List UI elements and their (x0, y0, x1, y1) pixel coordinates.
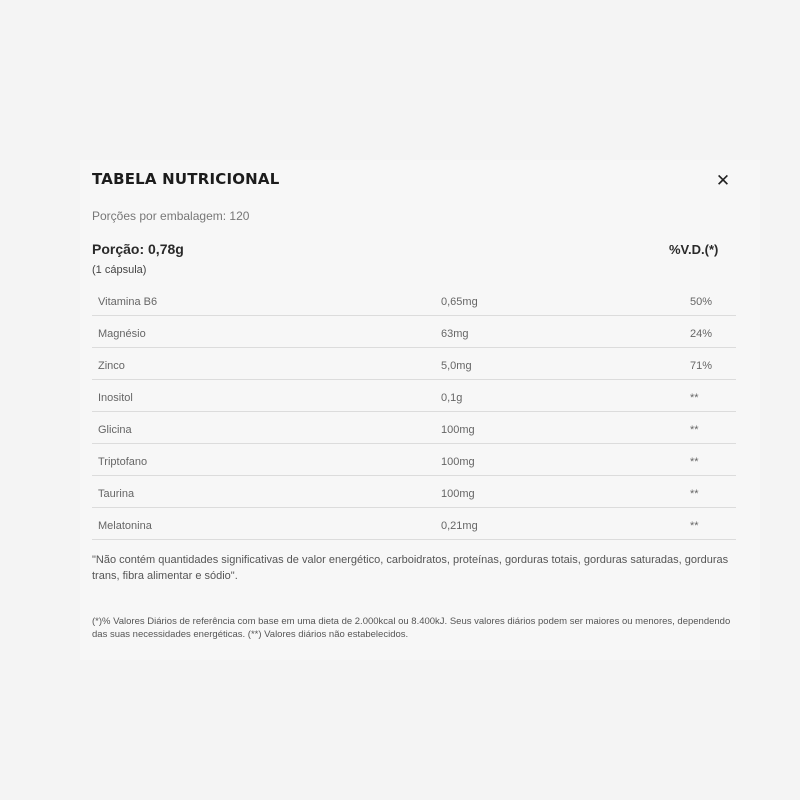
nutrient-amount: 63mg (441, 328, 469, 340)
modal-title: TABELA NUTRICIONAL (92, 170, 280, 188)
nutrient-name: Glicina (98, 424, 132, 436)
nutrient-name: Taurina (98, 488, 135, 500)
nutrient-vd: ** (690, 488, 699, 500)
nutrient-amount: 100mg (441, 424, 475, 436)
nutrient-vd: ** (690, 392, 699, 404)
nutrition-modal (80, 160, 760, 660)
disclaimer-note: "Não contém quantidades significativas de valor energético, carboidratos, proteínas, gorduras totais, gorduras saturadas, gorduras trans, fibra alimentar e sódio". (92, 554, 729, 582)
table-row (92, 380, 736, 412)
table-row (92, 444, 736, 476)
nutrient-amount: 0,1g (441, 392, 463, 404)
nutrient-vd: 71% (690, 360, 713, 372)
nutrient-vd: ** (690, 456, 699, 468)
portion-size: Porção: 0,78g (92, 241, 184, 257)
table-row (92, 412, 736, 444)
vd-header: %V.D.(*) (669, 242, 719, 257)
nutrient-name: Magnésio (98, 328, 146, 340)
nutrient-vd: 24% (690, 328, 713, 340)
table-row (92, 348, 736, 380)
nutrient-name: Melatonina (98, 520, 152, 532)
close-icon[interactable]: ✕ (715, 171, 731, 190)
table-row (92, 284, 736, 316)
nutrient-name: Zinco (98, 360, 125, 372)
portions-per-package: Porções por embalagem: 120 (92, 209, 250, 223)
nutrition-table (92, 284, 736, 540)
table-row (92, 476, 736, 508)
nutrient-amount: 100mg (441, 488, 475, 500)
vd-footnote: (*)% Valores Diários de referência com base em uma dieta de 2.000kcal ou 8.400kJ. Seus valores diários podem ser maiores ou menores, dependendo das suas necessidades energéticas. (**) Valores diários não estabelecidos. (92, 616, 731, 640)
nutrient-vd: ** (690, 424, 699, 436)
table-row (92, 508, 736, 540)
nutrient-amount: 100mg (441, 456, 475, 468)
nutrient-amount: 0,21mg (441, 520, 478, 532)
nutrient-name: Triptofano (98, 456, 148, 468)
nutrient-vd: ** (690, 520, 699, 532)
table-row (92, 316, 736, 348)
nutrient-name: Inositol (98, 392, 133, 404)
portion-sub: (1 cápsula) (92, 264, 147, 276)
nutrient-amount: 0,65mg (441, 296, 478, 308)
nutrient-vd: 50% (690, 296, 713, 308)
nutrient-amount: 5,0mg (441, 360, 472, 372)
nutrient-name: Vitamina B6 (98, 296, 158, 308)
